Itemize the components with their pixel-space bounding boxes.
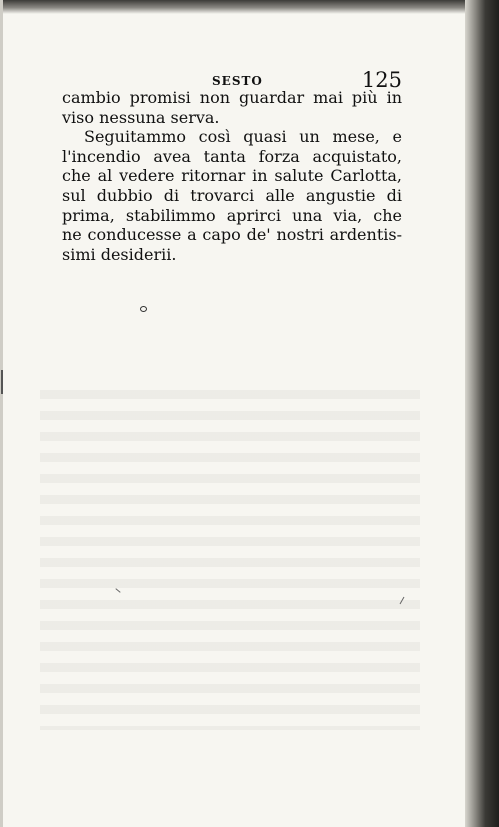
margin-mark bbox=[1, 370, 3, 394]
scan-left-edge bbox=[0, 0, 3, 827]
ink-blot bbox=[140, 306, 147, 312]
page-binding-edge bbox=[465, 0, 499, 827]
text-line: sul dubbio di trovarci alle angustie di bbox=[62, 185, 402, 205]
bleed-through-area bbox=[40, 390, 420, 730]
text-line: l'incendio avea tanta forza acquistato, bbox=[62, 146, 402, 166]
text-line: cambio promisi non guardar mai più in bbox=[62, 88, 402, 107]
text-line: prima, stabilimmo aprirci una via, che bbox=[62, 205, 402, 225]
page-text bbox=[62, 88, 402, 264]
running-title: SESTO bbox=[212, 74, 263, 88]
scan-top-edge bbox=[0, 0, 499, 14]
page-number: 125 bbox=[361, 68, 402, 92]
paragraph-2 bbox=[62, 127, 402, 264]
text-line: Seguitammo così quasi un mese, e bbox=[84, 127, 402, 147]
text-line: simi desiderii. bbox=[62, 244, 177, 264]
text-line: ne conducesse a capo de' nostri ardentis- bbox=[62, 225, 402, 245]
text-line: che al vedere ritornar in salute Carlotta, bbox=[62, 166, 402, 186]
text-line: viso nessuna serva. bbox=[62, 107, 220, 127]
paragraph-1 bbox=[62, 88, 402, 127]
